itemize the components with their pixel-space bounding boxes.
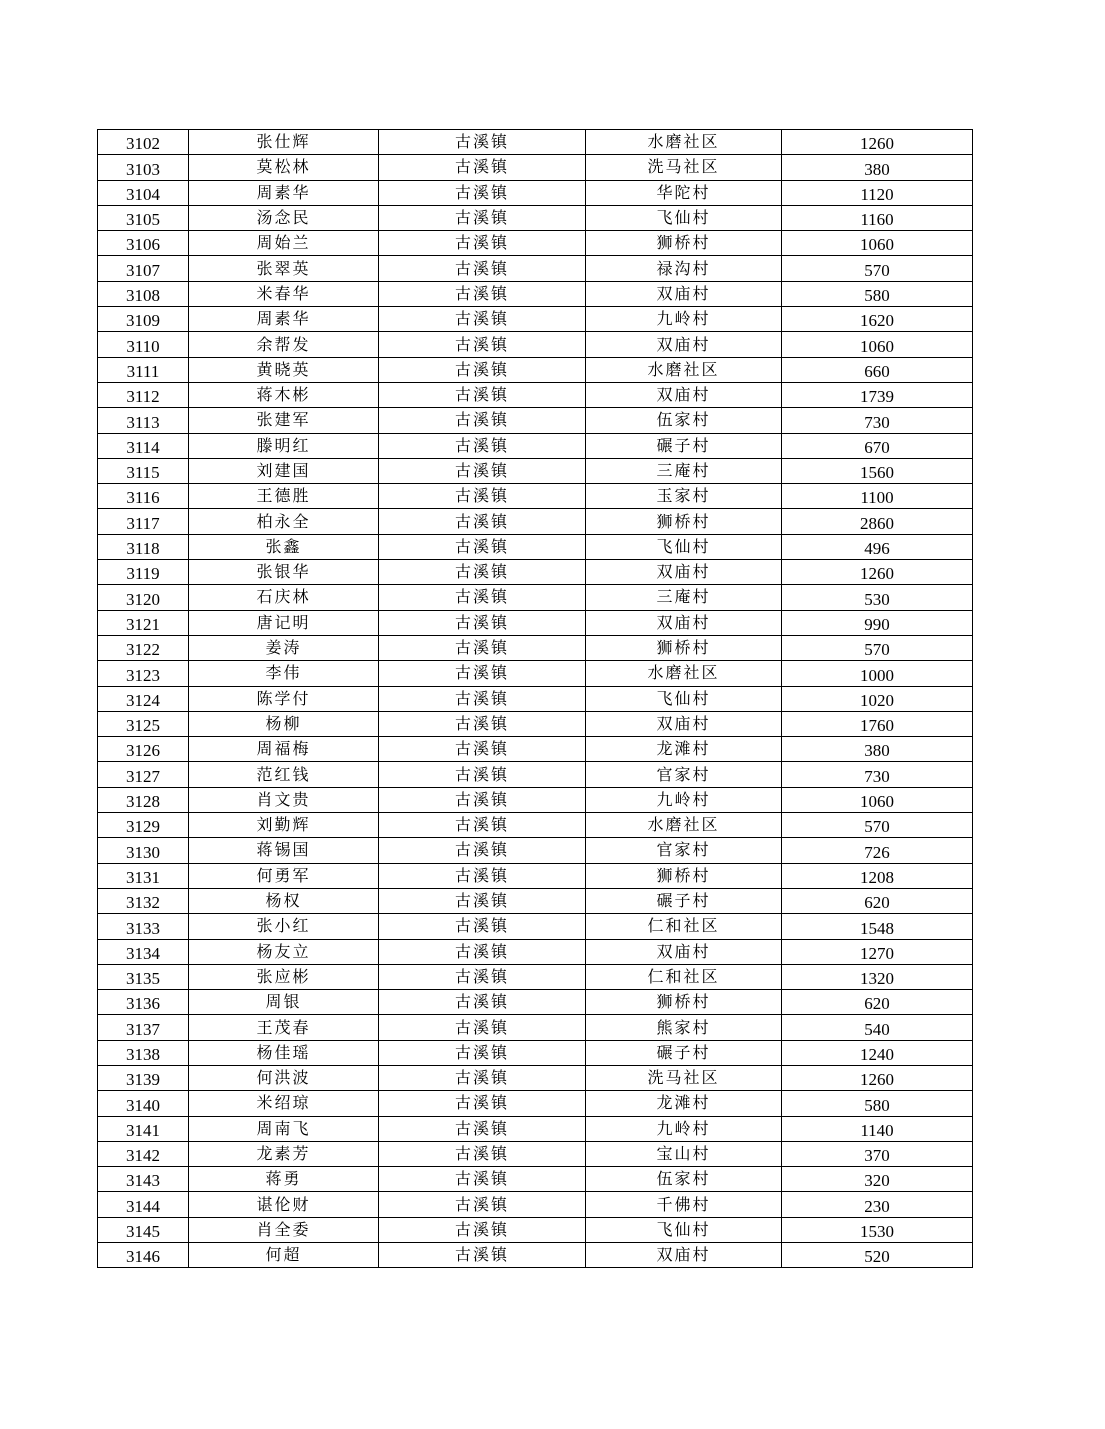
village-cell: 双庙村	[586, 332, 782, 357]
town-cell: 古溪镇	[379, 458, 586, 483]
town-cell: 古溪镇	[379, 1065, 586, 1090]
name-cell: 蒋勇	[189, 1167, 379, 1192]
amount-cell: 370	[782, 1141, 973, 1166]
row-number-cell: 3131	[98, 863, 189, 888]
amount-cell: 620	[782, 990, 973, 1015]
village-cell: 华陀村	[586, 180, 782, 205]
town-cell: 古溪镇	[379, 813, 586, 838]
name-cell: 何洪波	[189, 1065, 379, 1090]
row-number-cell: 3139	[98, 1065, 189, 1090]
town-cell: 古溪镇	[379, 1217, 586, 1242]
amount-cell: 1548	[782, 914, 973, 939]
town-cell: 古溪镇	[379, 256, 586, 281]
table-row	[98, 1141, 973, 1166]
amount-cell: 1140	[782, 1116, 973, 1141]
name-cell: 柏永全	[189, 509, 379, 534]
town-cell: 古溪镇	[379, 964, 586, 989]
table-row	[98, 1192, 973, 1217]
name-cell: 刘建国	[189, 458, 379, 483]
row-number-cell: 3107	[98, 256, 189, 281]
village-cell: 龙滩村	[586, 737, 782, 762]
name-cell: 周素华	[189, 307, 379, 332]
row-number-cell: 3121	[98, 610, 189, 635]
amount-cell: 540	[782, 1015, 973, 1040]
village-cell: 九岭村	[586, 787, 782, 812]
table-row	[98, 787, 973, 812]
village-cell: 玉家村	[586, 484, 782, 509]
town-cell: 古溪镇	[379, 1015, 586, 1040]
amount-cell: 2860	[782, 509, 973, 534]
table-row	[98, 939, 973, 964]
table-row	[98, 964, 973, 989]
row-number-cell: 3103	[98, 155, 189, 180]
row-number-cell: 3115	[98, 458, 189, 483]
town-cell: 古溪镇	[379, 1167, 586, 1192]
amount-cell: 570	[782, 635, 973, 660]
table-row	[98, 155, 973, 180]
name-cell: 滕明红	[189, 433, 379, 458]
village-cell: 飞仙村	[586, 534, 782, 559]
row-number-cell: 3140	[98, 1091, 189, 1116]
table-row	[98, 130, 973, 155]
village-cell: 千佛村	[586, 1192, 782, 1217]
town-cell: 古溪镇	[379, 762, 586, 787]
row-number-cell: 3129	[98, 813, 189, 838]
town-cell: 古溪镇	[379, 560, 586, 585]
name-cell: 陈学付	[189, 686, 379, 711]
amount-cell: 320	[782, 1167, 973, 1192]
amount-cell: 620	[782, 888, 973, 913]
town-cell: 古溪镇	[379, 1116, 586, 1141]
row-number-cell: 3110	[98, 332, 189, 357]
name-cell: 张小红	[189, 914, 379, 939]
amount-cell: 1739	[782, 382, 973, 407]
name-cell: 周银	[189, 990, 379, 1015]
table-row	[98, 661, 973, 686]
village-cell: 熊家村	[586, 1015, 782, 1040]
table-row	[98, 1243, 973, 1268]
village-cell: 碾子村	[586, 888, 782, 913]
amount-cell: 660	[782, 357, 973, 382]
village-cell: 官家村	[586, 838, 782, 863]
town-cell: 古溪镇	[379, 382, 586, 407]
village-cell: 狮桥村	[586, 509, 782, 534]
row-number-cell: 3136	[98, 990, 189, 1015]
row-number-cell: 3112	[98, 382, 189, 407]
table-row	[98, 509, 973, 534]
table-row	[98, 205, 973, 230]
table-row	[98, 458, 973, 483]
amount-cell: 570	[782, 256, 973, 281]
table-row	[98, 357, 973, 382]
town-cell: 古溪镇	[379, 939, 586, 964]
table-row	[98, 382, 973, 407]
name-cell: 张翠英	[189, 256, 379, 281]
town-cell: 古溪镇	[379, 408, 586, 433]
row-number-cell: 3143	[98, 1167, 189, 1192]
name-cell: 莫松林	[189, 155, 379, 180]
village-cell: 洗马社区	[586, 155, 782, 180]
row-number-cell: 3114	[98, 433, 189, 458]
row-number-cell: 3116	[98, 484, 189, 509]
row-number-cell: 3134	[98, 939, 189, 964]
table-row	[98, 534, 973, 559]
table-row	[98, 1217, 973, 1242]
village-cell: 双庙村	[586, 711, 782, 736]
name-cell: 米春华	[189, 281, 379, 306]
amount-cell: 496	[782, 534, 973, 559]
town-cell: 古溪镇	[379, 357, 586, 382]
town-cell: 古溪镇	[379, 231, 586, 256]
town-cell: 古溪镇	[379, 686, 586, 711]
row-number-cell: 3113	[98, 408, 189, 433]
name-cell: 何超	[189, 1243, 379, 1268]
amount-cell: 1760	[782, 711, 973, 736]
name-cell: 张建军	[189, 408, 379, 433]
row-number-cell: 3118	[98, 534, 189, 559]
row-number-cell: 3105	[98, 205, 189, 230]
amount-cell: 730	[782, 762, 973, 787]
town-cell: 古溪镇	[379, 914, 586, 939]
amount-cell: 1208	[782, 863, 973, 888]
amount-cell: 1270	[782, 939, 973, 964]
town-cell: 古溪镇	[379, 1091, 586, 1116]
table-row	[98, 762, 973, 787]
amount-cell: 1260	[782, 560, 973, 585]
name-cell: 蒋木彬	[189, 382, 379, 407]
village-cell: 双庙村	[586, 1243, 782, 1268]
town-cell: 古溪镇	[379, 838, 586, 863]
town-cell: 古溪镇	[379, 484, 586, 509]
town-cell: 古溪镇	[379, 990, 586, 1015]
row-number-cell: 3125	[98, 711, 189, 736]
row-number-cell: 3124	[98, 686, 189, 711]
village-cell: 双庙村	[586, 610, 782, 635]
row-number-cell: 3146	[98, 1243, 189, 1268]
row-number-cell: 3130	[98, 838, 189, 863]
name-cell: 余帮发	[189, 332, 379, 357]
row-number-cell: 3111	[98, 357, 189, 382]
name-cell: 唐记明	[189, 610, 379, 635]
row-number-cell: 3142	[98, 1141, 189, 1166]
table-row	[98, 484, 973, 509]
name-cell: 谌伦财	[189, 1192, 379, 1217]
row-number-cell: 3122	[98, 635, 189, 660]
data-table	[97, 129, 973, 1268]
row-number-cell: 3126	[98, 737, 189, 762]
table-row	[98, 307, 973, 332]
table-row	[98, 863, 973, 888]
town-cell: 古溪镇	[379, 635, 586, 660]
village-cell: 宝山村	[586, 1141, 782, 1166]
amount-cell: 1620	[782, 307, 973, 332]
village-cell: 狮桥村	[586, 635, 782, 660]
table-row	[98, 1167, 973, 1192]
town-cell: 古溪镇	[379, 661, 586, 686]
name-cell: 王德胜	[189, 484, 379, 509]
name-cell: 蒋锡国	[189, 838, 379, 863]
name-cell: 杨柳	[189, 711, 379, 736]
village-cell: 飞仙村	[586, 686, 782, 711]
village-cell: 双庙村	[586, 281, 782, 306]
amount-cell: 230	[782, 1192, 973, 1217]
village-cell: 九岭村	[586, 1116, 782, 1141]
row-number-cell: 3108	[98, 281, 189, 306]
table-row	[98, 888, 973, 913]
amount-cell: 730	[782, 408, 973, 433]
town-cell: 古溪镇	[379, 180, 586, 205]
town-cell: 古溪镇	[379, 281, 586, 306]
name-cell: 龙素芳	[189, 1141, 379, 1166]
amount-cell: 1560	[782, 458, 973, 483]
amount-cell: 1260	[782, 1065, 973, 1090]
row-number-cell: 3128	[98, 787, 189, 812]
town-cell: 古溪镇	[379, 1243, 586, 1268]
table-row	[98, 1065, 973, 1090]
town-cell: 古溪镇	[379, 737, 586, 762]
village-cell: 伍家村	[586, 408, 782, 433]
amount-cell: 726	[782, 838, 973, 863]
row-number-cell: 3145	[98, 1217, 189, 1242]
village-cell: 狮桥村	[586, 863, 782, 888]
village-cell: 水磨社区	[586, 813, 782, 838]
village-cell: 仁和社区	[586, 964, 782, 989]
row-number-cell: 3123	[98, 661, 189, 686]
village-cell: 官家村	[586, 762, 782, 787]
amount-cell: 1240	[782, 1040, 973, 1065]
village-cell: 双庙村	[586, 560, 782, 585]
amount-cell: 1000	[782, 661, 973, 686]
name-cell: 肖全委	[189, 1217, 379, 1242]
town-cell: 古溪镇	[379, 585, 586, 610]
town-cell: 古溪镇	[379, 1192, 586, 1217]
village-cell: 伍家村	[586, 1167, 782, 1192]
name-cell: 姜涛	[189, 635, 379, 660]
amount-cell: 520	[782, 1243, 973, 1268]
amount-cell: 990	[782, 610, 973, 635]
name-cell: 黄晓英	[189, 357, 379, 382]
town-cell: 古溪镇	[379, 205, 586, 230]
amount-cell: 380	[782, 737, 973, 762]
amount-cell: 1060	[782, 231, 973, 256]
name-cell: 石庆林	[189, 585, 379, 610]
village-cell: 仁和社区	[586, 914, 782, 939]
row-number-cell: 3102	[98, 130, 189, 155]
row-number-cell: 3104	[98, 180, 189, 205]
village-cell: 飞仙村	[586, 205, 782, 230]
name-cell: 周素华	[189, 180, 379, 205]
amount-cell: 580	[782, 281, 973, 306]
row-number-cell: 3141	[98, 1116, 189, 1141]
row-number-cell: 3117	[98, 509, 189, 534]
table-row	[98, 585, 973, 610]
amount-cell: 580	[782, 1091, 973, 1116]
table-row	[98, 408, 973, 433]
table-row	[98, 990, 973, 1015]
amount-cell: 1260	[782, 130, 973, 155]
town-cell: 古溪镇	[379, 155, 586, 180]
village-cell: 九岭村	[586, 307, 782, 332]
name-cell: 李伟	[189, 661, 379, 686]
amount-cell: 1100	[782, 484, 973, 509]
row-number-cell: 3137	[98, 1015, 189, 1040]
amount-cell: 1120	[782, 180, 973, 205]
village-cell: 洗马社区	[586, 1065, 782, 1090]
amount-cell: 670	[782, 433, 973, 458]
name-cell: 杨权	[189, 888, 379, 913]
table-row	[98, 433, 973, 458]
town-cell: 古溪镇	[379, 307, 586, 332]
village-cell: 龙滩村	[586, 1091, 782, 1116]
village-cell: 三庵村	[586, 585, 782, 610]
amount-cell: 1530	[782, 1217, 973, 1242]
table-row	[98, 1091, 973, 1116]
table-row	[98, 231, 973, 256]
town-cell: 古溪镇	[379, 433, 586, 458]
town-cell: 古溪镇	[379, 1040, 586, 1065]
town-cell: 古溪镇	[379, 610, 586, 635]
row-number-cell: 3109	[98, 307, 189, 332]
table-row	[98, 1040, 973, 1065]
table-row	[98, 281, 973, 306]
village-cell: 狮桥村	[586, 990, 782, 1015]
table-row	[98, 180, 973, 205]
name-cell: 肖文贵	[189, 787, 379, 812]
amount-cell: 1320	[782, 964, 973, 989]
village-cell: 碾子村	[586, 1040, 782, 1065]
row-number-cell: 3120	[98, 585, 189, 610]
town-cell: 古溪镇	[379, 863, 586, 888]
village-cell: 碾子村	[586, 433, 782, 458]
village-cell: 双庙村	[586, 382, 782, 407]
table-row	[98, 737, 973, 762]
table-row	[98, 610, 973, 635]
village-cell: 狮桥村	[586, 231, 782, 256]
name-cell: 杨友立	[189, 939, 379, 964]
table-row	[98, 560, 973, 585]
amount-cell: 1160	[782, 205, 973, 230]
table-row	[98, 813, 973, 838]
row-number-cell: 3119	[98, 560, 189, 585]
town-cell: 古溪镇	[379, 888, 586, 913]
table-row	[98, 635, 973, 660]
name-cell: 张仕辉	[189, 130, 379, 155]
row-number-cell: 3138	[98, 1040, 189, 1065]
town-cell: 古溪镇	[379, 1141, 586, 1166]
row-number-cell: 3133	[98, 914, 189, 939]
table-row	[98, 332, 973, 357]
village-cell: 水磨社区	[586, 357, 782, 382]
village-cell: 飞仙村	[586, 1217, 782, 1242]
town-cell: 古溪镇	[379, 534, 586, 559]
table-row	[98, 914, 973, 939]
row-number-cell: 3127	[98, 762, 189, 787]
name-cell: 张鑫	[189, 534, 379, 559]
amount-cell: 570	[782, 813, 973, 838]
name-cell: 王茂春	[189, 1015, 379, 1040]
row-number-cell: 3106	[98, 231, 189, 256]
row-number-cell: 3135	[98, 964, 189, 989]
table-row	[98, 1015, 973, 1040]
row-number-cell: 3132	[98, 888, 189, 913]
name-cell: 米绍琼	[189, 1091, 379, 1116]
table-row	[98, 711, 973, 736]
amount-cell: 1020	[782, 686, 973, 711]
town-cell: 古溪镇	[379, 130, 586, 155]
amount-cell: 1060	[782, 332, 973, 357]
row-number-cell: 3144	[98, 1192, 189, 1217]
town-cell: 古溪镇	[379, 787, 586, 812]
table-row	[98, 838, 973, 863]
village-cell: 三庵村	[586, 458, 782, 483]
village-cell: 水磨社区	[586, 130, 782, 155]
name-cell: 刘勤辉	[189, 813, 379, 838]
name-cell: 张银华	[189, 560, 379, 585]
amount-cell: 1060	[782, 787, 973, 812]
village-cell: 禄沟村	[586, 256, 782, 281]
amount-cell: 380	[782, 155, 973, 180]
name-cell: 张应彬	[189, 964, 379, 989]
village-cell: 水磨社区	[586, 661, 782, 686]
table-body	[98, 130, 973, 1268]
amount-cell: 530	[782, 585, 973, 610]
name-cell: 周南飞	[189, 1116, 379, 1141]
name-cell: 何勇军	[189, 863, 379, 888]
name-cell: 周福梅	[189, 737, 379, 762]
village-cell: 双庙村	[586, 939, 782, 964]
name-cell: 范红钱	[189, 762, 379, 787]
name-cell: 周始兰	[189, 231, 379, 256]
name-cell: 汤念民	[189, 205, 379, 230]
town-cell: 古溪镇	[379, 509, 586, 534]
town-cell: 古溪镇	[379, 332, 586, 357]
table-row	[98, 256, 973, 281]
table-row	[98, 1116, 973, 1141]
town-cell: 古溪镇	[379, 711, 586, 736]
name-cell: 杨佳瑶	[189, 1040, 379, 1065]
table-row	[98, 686, 973, 711]
